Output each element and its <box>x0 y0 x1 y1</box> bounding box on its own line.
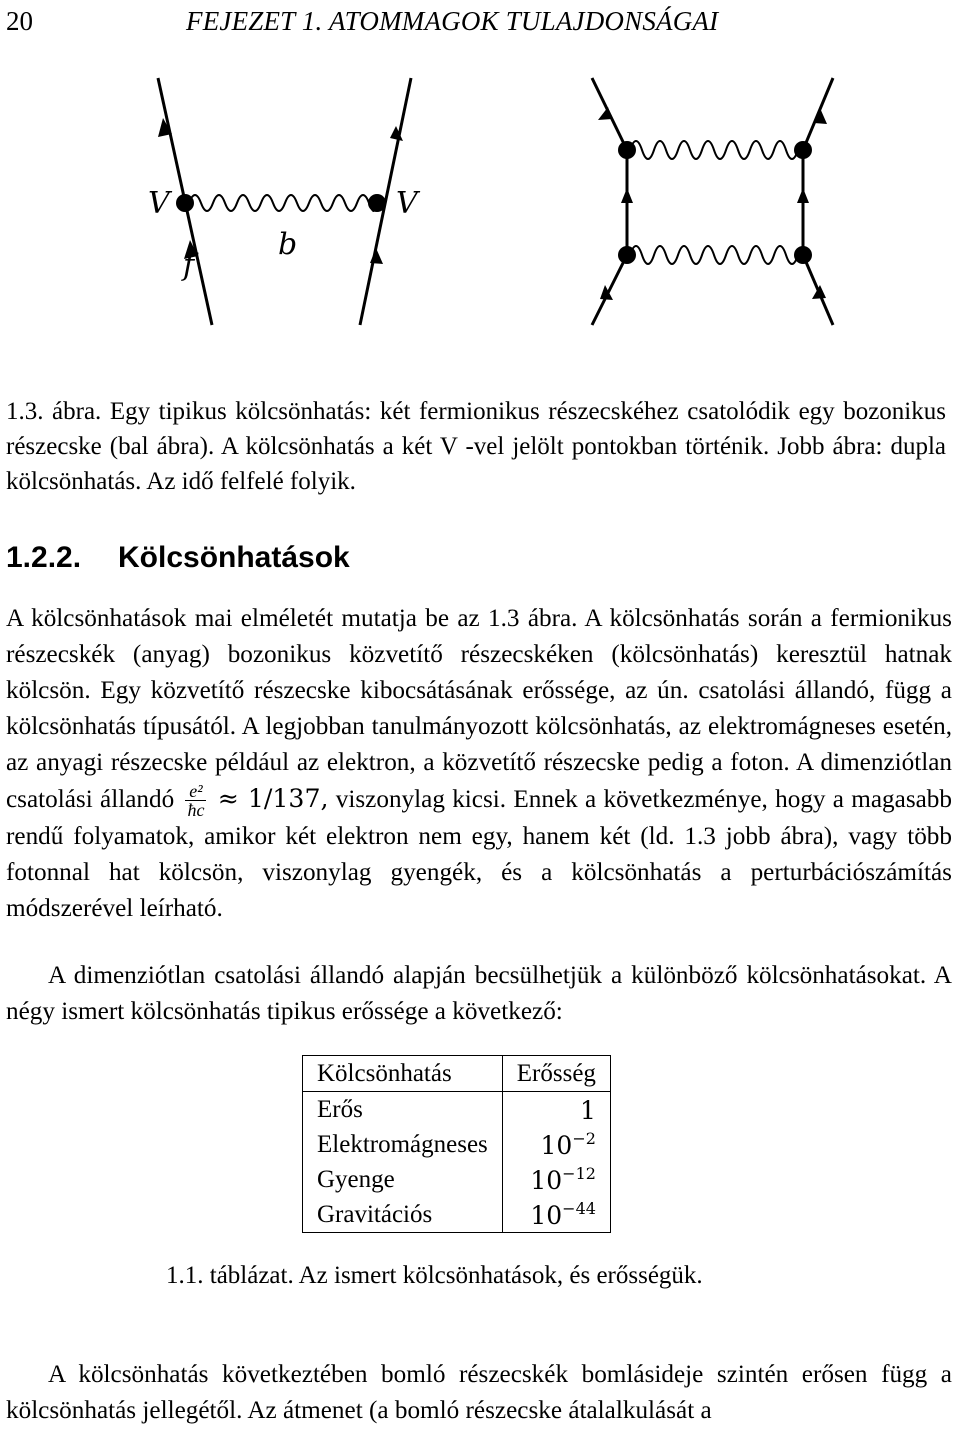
table-row <box>303 1197 611 1233</box>
vertex-left <box>176 194 194 212</box>
strength-value: $10^{-12}$ <box>530 1164 596 1195</box>
arrow-icon <box>370 248 383 264</box>
rd-bottom-left-leg <box>592 255 627 325</box>
interaction-strength-table <box>302 1055 611 1233</box>
fraction-denominator: ħc <box>187 800 205 821</box>
header-interaction: Kölcsönhatás <box>303 1056 503 1092</box>
paragraph-1-text-cont: viszonylag kicsi. Ennek a következménye, hogy a magasabb rendű folyamatok, amikor két elektron nem egy, hanem két (ld. 1.3 jobb ábra), vagy több fotonnal hat kölcsön, viszonylag gyengék, és a kölcsönhatás a perturbációszámítás módszerével leírható. <box>6 785 952 923</box>
label-f: f <box>183 248 195 283</box>
paragraph-3: A kölcsönhatás következtében bomló részecskék bomlásideje szintén erősen függ a kölcsönhatás jellegétől. Az átmenet (a bomló részecske átalalkulását a <box>6 1361 952 1424</box>
interaction-name: Elektromágneses <box>303 1127 503 1162</box>
strength-value: $10^{-44}$ <box>530 1199 596 1230</box>
table-row <box>303 1162 611 1197</box>
right-diagram-marks <box>598 107 827 300</box>
paragraph-2: A dimenziótlan csatolási állandó alapján becsülhetjük a különböző kölcsönhatásokat. A négy ismert kölcsönhatás tipikus erőssége a következő: <box>6 962 952 1025</box>
strength-value: $10^{-2}$ <box>540 1129 596 1160</box>
table-row <box>303 1127 611 1162</box>
arrow-icon <box>598 107 612 120</box>
vertex <box>618 141 636 159</box>
vertex <box>794 246 812 264</box>
left-boson-wave <box>189 195 375 211</box>
section-heading <box>6 541 350 575</box>
table-header-row <box>303 1056 611 1092</box>
header-strength: Erősség <box>502 1056 610 1092</box>
vertex-right <box>368 194 386 212</box>
arrow-icon <box>812 285 826 299</box>
running-title: FEJEZET 1. ATOMMAGOK TULAJDONSÁGAI <box>186 6 719 36</box>
rd-bottom-wave <box>630 246 798 264</box>
fraction-numerator: e² <box>185 782 206 801</box>
interaction-name: Gyenge <box>303 1162 503 1197</box>
figure-caption: 1.3. ábra. Egy tipikus kölcsönhatás: két fermionikus részecskéhez csatolódik egy bozonikus részecske (bal ábra). A kölcsönhatás a két V -vel jelölt pontokban történik. Jobb ábra: dupla kölcsönhatás. Az idő felfelé folyik. <box>6 398 946 495</box>
paragraph-1 <box>6 601 952 927</box>
vertex <box>618 246 636 264</box>
paragraph-1-text: A kölcsönhatások mai elméletét mutatja be az 1.3 ábra. A kölcsönhatás során a fermionikus részecskék (anyag) bozonikus közvetítő részecskéken (kölcsönhatás) keresztül hatnak kölcsön. Egy közvetítő részecske kibocsátásának erőssége, az ún. csatolási állandó, függ a kölcsönhatás típusától. A legjobban tanulmányozott kölcsönhatás, az elektromágneses esetén, az anyagi részecske például az elektron, a közvetítő részecske pedig a foton. A dimenziótlan csatolási állandó <box>6 605 952 813</box>
table-row <box>303 1092 611 1128</box>
arrow-icon <box>621 188 633 203</box>
section-title: Kölcsönhatások <box>118 541 350 574</box>
coupling-fraction <box>185 782 206 819</box>
label-b: b <box>278 227 298 262</box>
vertex <box>794 141 812 159</box>
label-v-left: V <box>148 186 170 221</box>
section-number: 1.2.2. <box>6 541 82 574</box>
page-header <box>6 6 952 40</box>
feynman-diagrams <box>0 60 960 350</box>
approx-value: ≈ 1/137, <box>217 783 329 813</box>
arrow-icon <box>797 188 809 203</box>
strength-value: 1 <box>580 1096 596 1125</box>
interaction-name: Erős <box>303 1092 503 1128</box>
table-caption: 1.1. táblázat. Az ismert kölcsönhatások, és erősségük. <box>166 1262 703 1289</box>
label-v-right: V <box>396 186 418 221</box>
rd-top-wave <box>630 141 798 159</box>
interaction-name: Gravitációs <box>303 1197 503 1233</box>
page-number: 20 <box>6 6 33 36</box>
